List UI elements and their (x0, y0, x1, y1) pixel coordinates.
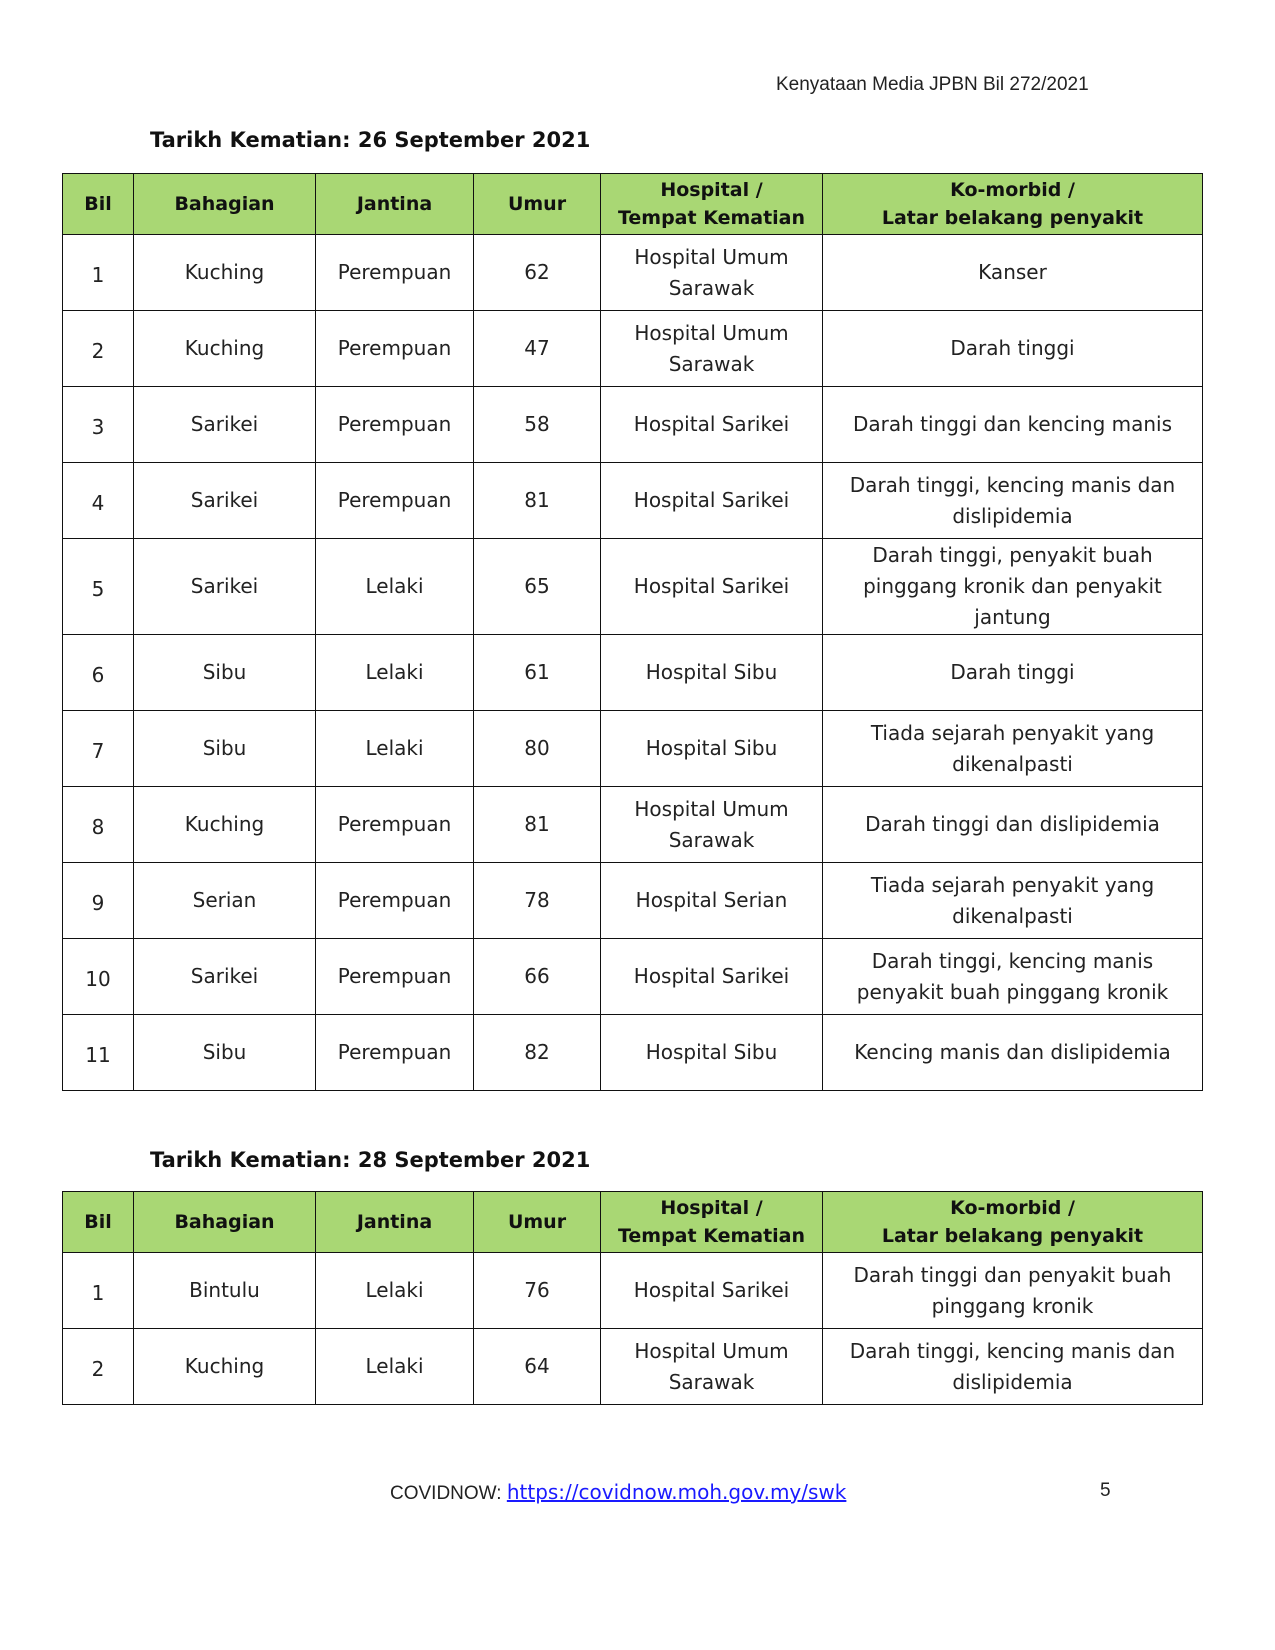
column-header-bahagian: Bahagian (134, 1192, 316, 1253)
cell-jantina: Lelaki (316, 539, 474, 635)
footer (390, 1480, 846, 1505)
table-header-row (63, 1192, 1203, 1253)
cell-umur: 62 (474, 235, 601, 311)
footer-label: COVIDNOW: (390, 1483, 507, 1504)
cell-komorbid: Kanser (823, 235, 1203, 311)
cell-komorbid: Kencing manis dan dislipidemia (823, 1015, 1203, 1091)
table-row (63, 1015, 1203, 1091)
cell-bil: 11 (63, 1015, 134, 1091)
cell-jantina: Perempuan (316, 311, 474, 387)
cell-hospital: Hospital Sarikei (601, 1253, 823, 1329)
cell-umur: 81 (474, 787, 601, 863)
cell-hospital: Hospital Sarikei (601, 387, 823, 463)
cell-komorbid: Darah tinggi dan kencing manis (823, 387, 1203, 463)
table-row (63, 387, 1203, 463)
deaths-table-26-september (62, 173, 1203, 1091)
cell-umur: 58 (474, 387, 601, 463)
column-header-jantina: Jantina (316, 1192, 474, 1253)
table-row (63, 711, 1203, 787)
column-header-komorbid: Ko-morbid / Latar belakang penyakit (823, 174, 1203, 235)
table-row (63, 635, 1203, 711)
cell-hospital: Hospital Serian (601, 863, 823, 939)
cell-jantina: Perempuan (316, 939, 474, 1015)
cell-jantina: Lelaki (316, 635, 474, 711)
cell-bahagian: Kuching (134, 235, 316, 311)
table-row (63, 863, 1203, 939)
cell-komorbid: Darah tinggi dan penyakit buah pinggang kronik (823, 1253, 1203, 1329)
column-header-bil: Bil (63, 1192, 134, 1253)
cell-umur: 64 (474, 1329, 601, 1405)
cell-hospital: Hospital Sarikei (601, 539, 823, 635)
table-row (63, 235, 1203, 311)
cell-hospital: Hospital Umum Sarawak (601, 787, 823, 863)
cell-bahagian: Sibu (134, 635, 316, 711)
cell-jantina: Perempuan (316, 787, 474, 863)
cell-umur: 76 (474, 1253, 601, 1329)
cell-bahagian: Sarikei (134, 939, 316, 1015)
column-header-bahagian: Bahagian (134, 174, 316, 235)
cell-bil: 8 (63, 787, 134, 863)
column-header-komorbid: Ko-morbid / Latar belakang penyakit (823, 1192, 1203, 1253)
cell-bahagian: Serian (134, 863, 316, 939)
page-number: 5 (1100, 1480, 1111, 1501)
cell-komorbid: Darah tinggi (823, 311, 1203, 387)
column-header-hospital: Hospital / Tempat Kematian (601, 1192, 823, 1253)
cell-komorbid: Darah tinggi dan dislipidemia (823, 787, 1203, 863)
table-row (63, 311, 1203, 387)
cell-komorbid: Tiada sejarah penyakit yang dikenalpasti (823, 711, 1203, 787)
cell-umur: 81 (474, 463, 601, 539)
cell-jantina: Perempuan (316, 1015, 474, 1091)
cell-bahagian: Sibu (134, 1015, 316, 1091)
cell-jantina: Perempuan (316, 863, 474, 939)
cell-jantina: Lelaki (316, 1329, 474, 1405)
cell-bil: 4 (63, 463, 134, 539)
cell-bil: 3 (63, 387, 134, 463)
cell-bahagian: Bintulu (134, 1253, 316, 1329)
cell-bahagian: Sibu (134, 711, 316, 787)
table-row (63, 939, 1203, 1015)
cell-jantina: Lelaki (316, 711, 474, 787)
cell-bahagian: Kuching (134, 1329, 316, 1405)
cell-jantina: Perempuan (316, 387, 474, 463)
cell-bil: 1 (63, 235, 134, 311)
cell-jantina: Perempuan (316, 463, 474, 539)
cell-komorbid: Tiada sejarah penyakit yang dikenalpasti (823, 863, 1203, 939)
cell-umur: 66 (474, 939, 601, 1015)
cell-bil: 5 (63, 539, 134, 635)
table-header-row (63, 174, 1203, 235)
cell-komorbid: Darah tinggi, kencing manis dan dislipidemia (823, 1329, 1203, 1405)
cell-hospital: Hospital Sibu (601, 711, 823, 787)
column-header-bil: Bil (63, 174, 134, 235)
cell-hospital: Hospital Sarikei (601, 463, 823, 539)
cell-hospital: Hospital Umum Sarawak (601, 1329, 823, 1405)
table-row (63, 787, 1203, 863)
cell-jantina: Perempuan (316, 235, 474, 311)
cell-umur: 61 (474, 635, 601, 711)
deaths-table-28-september (62, 1191, 1203, 1405)
cell-bahagian: Kuching (134, 311, 316, 387)
cell-hospital: Hospital Umum Sarawak (601, 235, 823, 311)
table-row (63, 463, 1203, 539)
cell-bahagian: Kuching (134, 787, 316, 863)
column-header-umur: Umur (474, 174, 601, 235)
cell-hospital: Hospital Sibu (601, 1015, 823, 1091)
column-header-hospital: Hospital / Tempat Kematian (601, 174, 823, 235)
cell-bahagian: Sarikei (134, 463, 316, 539)
cell-umur: 80 (474, 711, 601, 787)
column-header-umur: Umur (474, 1192, 601, 1253)
table-row (63, 1329, 1203, 1405)
column-header-jantina: Jantina (316, 174, 474, 235)
cell-bil: 7 (63, 711, 134, 787)
cell-komorbid: Darah tinggi, penyakit buah pinggang kronik dan penyakit jantung (823, 539, 1203, 635)
covidnow-link[interactable]: https://covidnow.moh.gov.my/swk (506, 1480, 847, 1504)
cell-hospital: Hospital Sarikei (601, 939, 823, 1015)
cell-hospital: Hospital Umum Sarawak (601, 311, 823, 387)
cell-bil: 1 (63, 1253, 134, 1329)
cell-komorbid: Darah tinggi (823, 635, 1203, 711)
cell-bil: 10 (63, 939, 134, 1015)
cell-bil: 2 (63, 1329, 134, 1405)
cell-bahagian: Sarikei (134, 539, 316, 635)
document-reference: Kenyataan Media JPBN Bil 272/2021 (776, 74, 1089, 95)
cell-umur: 65 (474, 539, 601, 635)
cell-komorbid: Darah tinggi, kencing manis dan dislipidemia (823, 463, 1203, 539)
cell-komorbid: Darah tinggi, kencing manis penyakit buah pinggang kronik (823, 939, 1203, 1015)
cell-jantina: Lelaki (316, 1253, 474, 1329)
cell-bahagian: Sarikei (134, 387, 316, 463)
section-title: Tarikh Kematian: 26 September 2021 (150, 128, 591, 152)
cell-bil: 6 (63, 635, 134, 711)
cell-hospital: Hospital Sibu (601, 635, 823, 711)
cell-umur: 78 (474, 863, 601, 939)
cell-bil: 9 (63, 863, 134, 939)
cell-umur: 82 (474, 1015, 601, 1091)
cell-bil: 2 (63, 311, 134, 387)
section-title: Tarikh Kematian: 28 September 2021 (150, 1148, 591, 1172)
table-row (63, 1253, 1203, 1329)
table-row (63, 539, 1203, 635)
cell-umur: 47 (474, 311, 601, 387)
